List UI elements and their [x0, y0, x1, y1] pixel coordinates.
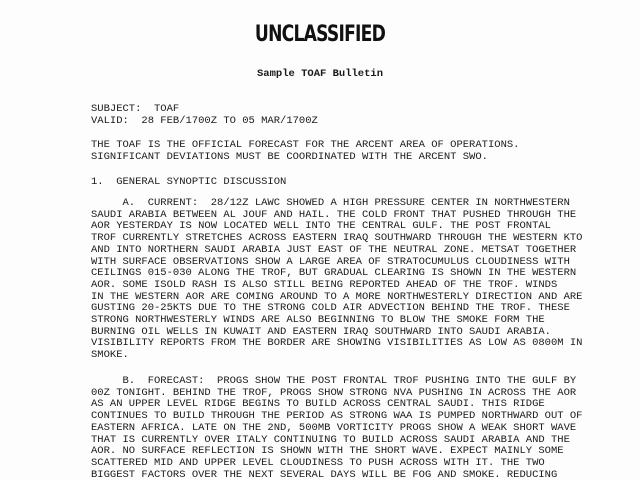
current-line: CEILINGS 015-030 ALONG THE TROF, BUT GRADUAL CLEARING IS SHOWN IN THE WESTERN	[91, 267, 577, 280]
forecast-line: B. FORECAST: PROGS SHOW THE POST FRONTAL TROF PUSHING INTO THE GULF BY	[91, 375, 577, 387]
forecast-line: EASTERN AFRICA. LATE ON THE 2ND, 500MB VORTICITY PROGS SHOW A WEAK SHORT WAVE	[91, 421, 577, 434]
current-paragraph	[91, 197, 583, 362]
current-line: STRONG NORTHWESTERLY WINDS ARE ALSO BEGINNING TO BLOW THE SMOKE FORM THE	[91, 314, 545, 327]
forecast-line: AOR. NO SURFACE REFLECTION IS SHOWN WITH THE SHORT WAVE. EXPECT MAINLY SOME	[91, 445, 564, 458]
valid-line: VALID: 28 FEB/1700Z TO 05 MAR/1700Z	[91, 115, 318, 127]
current-line: AOR YESTERDAY IS NOW LOCATED WELL INTO THE CENTRAL GULF. THE POST FRONTAL	[91, 220, 551, 233]
bulletin-title: Sample TOAF Bulletin	[256, 68, 384, 80]
current-line: AOR. SOME ISOLD RASH IS ALSO STILL BEING REPORTED AHEAD OF THE TROF. WINDS	[91, 278, 558, 291]
section-heading: 1. GENERAL SYNOPTIC DISCUSSION	[91, 176, 287, 188]
current-line: IN THE WESTERN AOR ARE COMING AROUND TO A MORE NORTHWESTERLY DIRECTION AND ARE	[91, 290, 583, 303]
subject-line: SUBJECT: TOAF	[91, 103, 180, 115]
forecast-line: AS AN UPPER LEVEL RIDGE BEGINS TO BUILD ACROSS CENTRAL SAUDI. THIS RIDGE	[91, 398, 545, 411]
current-line: BURNING OIL WELLS IN KUWAIT AND EASTERN IRAQ SOUTHWARD INTO SAUDI ARABIA.	[91, 325, 551, 338]
current-line: TROF CURRENTLY STRETCHES ACROSS EASTERN IRAQ SOUTHWARD THROUGH THE WESTERN KTO	[91, 232, 583, 245]
current-line: A. CURRENT: 28/12Z LAWC SHOWED A HIGH PRESSURE CENTER IN NORTHWESTERN	[91, 197, 570, 209]
classification-marking: UNCLASSIFIED	[254, 22, 386, 47]
current-line: WITH SURFACE OBSERVATIONS SHOW A LARGE AREA OF STRATOCUMULUS CLOUDINESS WITH	[91, 255, 570, 268]
current-line: AND INTO NORTHERN SAUDI ARABIA JUST EAST OF THE NEUTRAL ZONE. METSAT TOGETHER	[91, 243, 577, 256]
current-line: SMOKE.	[91, 349, 129, 362]
intro-line: SIGNIFICANT DEVIATIONS MUST BE COORDINATED WITH THE ARCENT SWO.	[91, 150, 488, 163]
current-line: SAUDI ARABIA BETWEEN AL JOUF AND HAIL. THE COLD FRONT THAT PUSHED THROUGH THE	[91, 208, 577, 221]
intro-paragraph	[91, 140, 551, 163]
forecast-line: BIGGEST FACTORS OVER THE NEXT SEVERAL DAYS WILL BE FOG AND SMOKE. REDUCING	[91, 468, 558, 481]
forecast-line: 00Z TONIGHT. BEHIND THE TROF, PROGS SHOW STRONG NVA PUSHING IN ACROSS THE AOR	[91, 386, 577, 399]
current-line: VISIBILITY REPORTS FROM THE BORDER ARE SHOWING VISIBILITIES AS LOW AS 0800M IN	[91, 337, 583, 350]
current-line: GUSTING 20-25KTS DUE TO THE STRONG COLD AIR ADVECTION BEHIND THE TROF. THESE	[91, 302, 570, 315]
intro-line: THE TOAF IS THE OFFICIAL FORECAST FOR THE ARCENT AREA OF OPERATIONS.	[91, 139, 520, 151]
forecast-paragraph	[91, 375, 583, 481]
forecast-line: SCATTERED MID AND UPPER LEVEL CLOUDINESS TO PUSH ACROSS WITH IT. THE TWO	[91, 456, 545, 469]
forecast-line: THAT IS CURRENTLY OVER ITALY CONTINUING TO BUILD ACROSS SAUDI ARABIA AND THE	[91, 433, 570, 446]
forecast-line: CONTINUES TO BUILD THROUGH THE PERIOD AS STRONG WAA IS PUMPED NORTHWARD OUT OF	[91, 410, 583, 423]
